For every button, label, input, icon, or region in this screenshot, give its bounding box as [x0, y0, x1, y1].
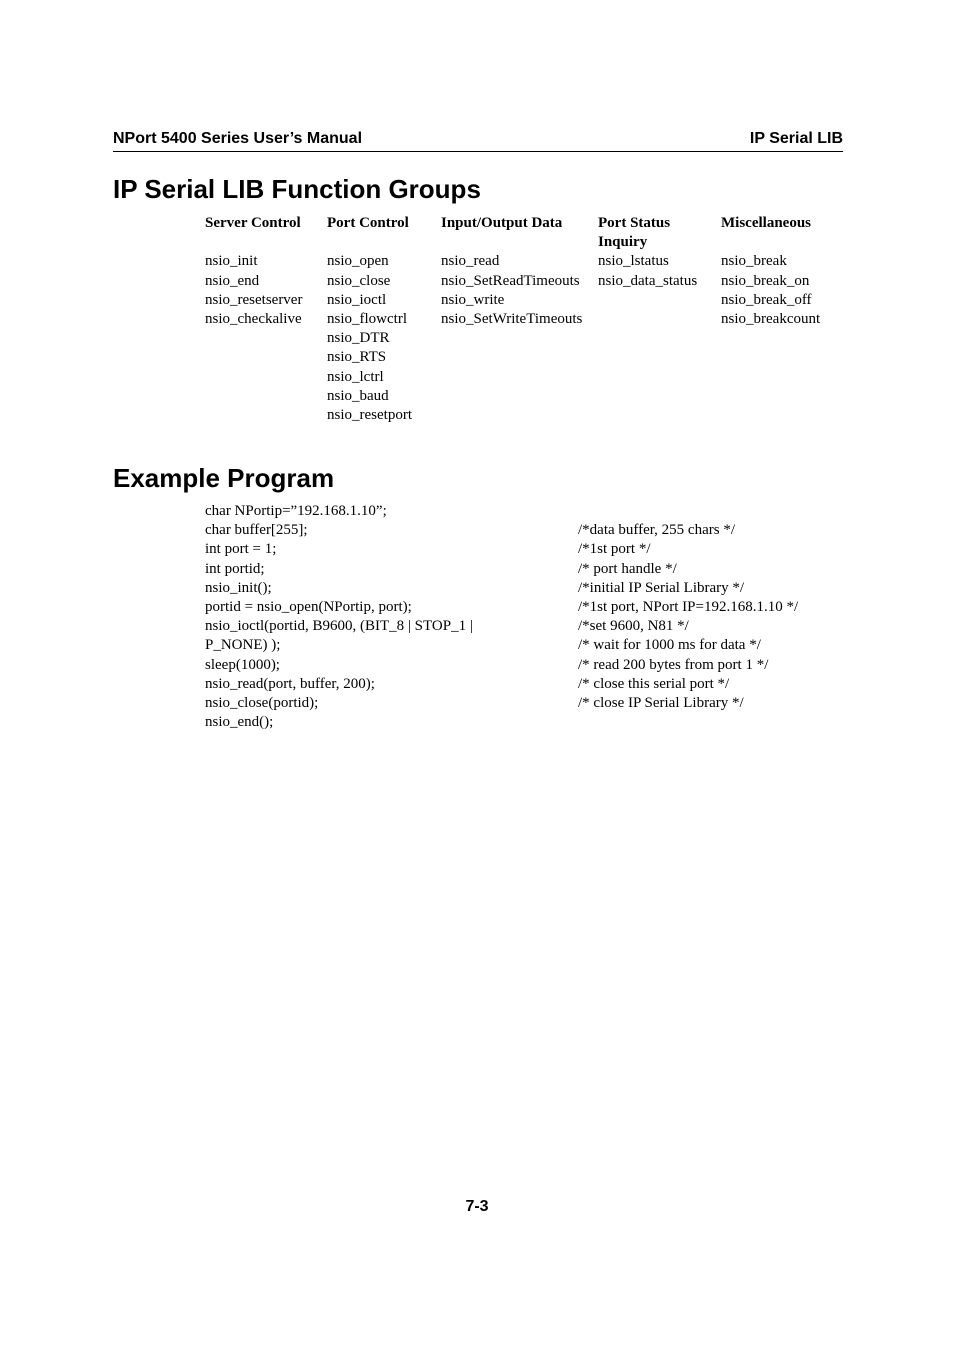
column-heading: Port Status Inquiry — [598, 215, 671, 251]
function-name: nsio_DTR — [327, 330, 390, 347]
code-comment: /* wait for 1000 ms for data */ — [578, 637, 761, 654]
code-line: nsio_close(portid); — [205, 694, 319, 711]
function-name: nsio_end — [205, 272, 260, 289]
function-name: nsio_ioctl — [327, 291, 387, 308]
function-name: nsio_open — [327, 253, 389, 270]
function-groups-heading: IP Serial LIB Function Groups — [113, 174, 481, 204]
function-name: nsio_resetport — [327, 407, 412, 424]
code-line: int portid; — [205, 560, 265, 577]
function-name: nsio_lctrl — [327, 368, 384, 385]
code-line: nsio_end(); — [205, 714, 274, 731]
code-line: char NPortip=”192.168.1.10”; — [205, 503, 387, 519]
function-name: nsio_RTS — [327, 349, 387, 366]
column-input-output-data — [441, 214, 596, 329]
function-name: nsio_lstatus — [598, 253, 669, 270]
function-name: nsio_baud — [327, 387, 389, 404]
code-line: nsio_init(); — [205, 579, 272, 596]
code-comments — [578, 521, 798, 713]
code-line: char buffer[255]; — [205, 522, 308, 539]
column-heading: Server Control — [205, 215, 301, 231]
column-heading: Port Control — [327, 215, 409, 231]
code-line: portid = nsio_open(NPortip, port); — [205, 598, 412, 615]
function-name: nsio_SetReadTimeouts — [441, 272, 580, 289]
code-line: sleep(1000); — [205, 656, 280, 673]
manual-title: NPort 5400 Series User’s Manual — [113, 130, 363, 147]
column-heading: Miscellaneous — [721, 215, 811, 231]
function-name: nsio_data_status — [598, 272, 698, 289]
function-name: nsio_flowctrl — [327, 311, 407, 327]
code-block — [205, 502, 473, 732]
column-miscellaneous — [721, 214, 846, 329]
function-name: nsio_break_on — [721, 272, 810, 289]
function-name: nsio_init — [205, 253, 258, 270]
code-line: P_NONE) ); — [205, 637, 281, 654]
example-program-heading: Example Program — [113, 463, 335, 493]
column-port-control — [327, 214, 439, 425]
code-line: int port = 1; — [205, 541, 277, 558]
function-name: nsio_break — [721, 253, 787, 270]
code-comment: /*1st port */ — [578, 541, 651, 558]
code-comment: /*1st port, NPort IP=192.168.1.10 */ — [578, 598, 799, 615]
code-comment: /*data buffer, 255 chars */ — [578, 522, 735, 539]
code-line: nsio_ioctl(portid, B9600, (BIT_8 | STOP_1 | — [205, 618, 473, 635]
function-name: nsio_breakcount — [721, 311, 821, 327]
code-comment: /*set 9600, N81 */ — [578, 618, 689, 635]
code-comment: /* close IP Serial Library */ — [578, 694, 744, 711]
code-line: nsio_read(port, buffer, 200); — [205, 675, 375, 692]
page-number: 7-3 — [465, 1198, 489, 1215]
function-name: nsio_write — [441, 291, 505, 308]
column-heading: Input/Output Data — [441, 215, 563, 231]
code-comment: /* port handle */ — [578, 560, 677, 577]
page-header — [113, 130, 843, 152]
chapter-title: IP Serial LIB — [749, 130, 843, 147]
function-name: nsio_close — [327, 272, 391, 289]
column-server-control — [205, 214, 325, 329]
code-comment: /*initial IP Serial Library */ — [578, 579, 745, 596]
function-name: nsio_read — [441, 253, 500, 270]
function-name: nsio_SetWriteTimeouts — [441, 311, 583, 327]
function-name: nsio_resetserver — [205, 291, 303, 308]
function-name: nsio_checkalive — [205, 311, 302, 327]
column-port-status-inquiry — [598, 214, 718, 291]
code-comment: /* read 200 bytes from port 1 */ — [578, 656, 769, 673]
function-name: nsio_break_off — [721, 291, 812, 308]
code-comment: /* close this serial port */ — [578, 675, 730, 692]
